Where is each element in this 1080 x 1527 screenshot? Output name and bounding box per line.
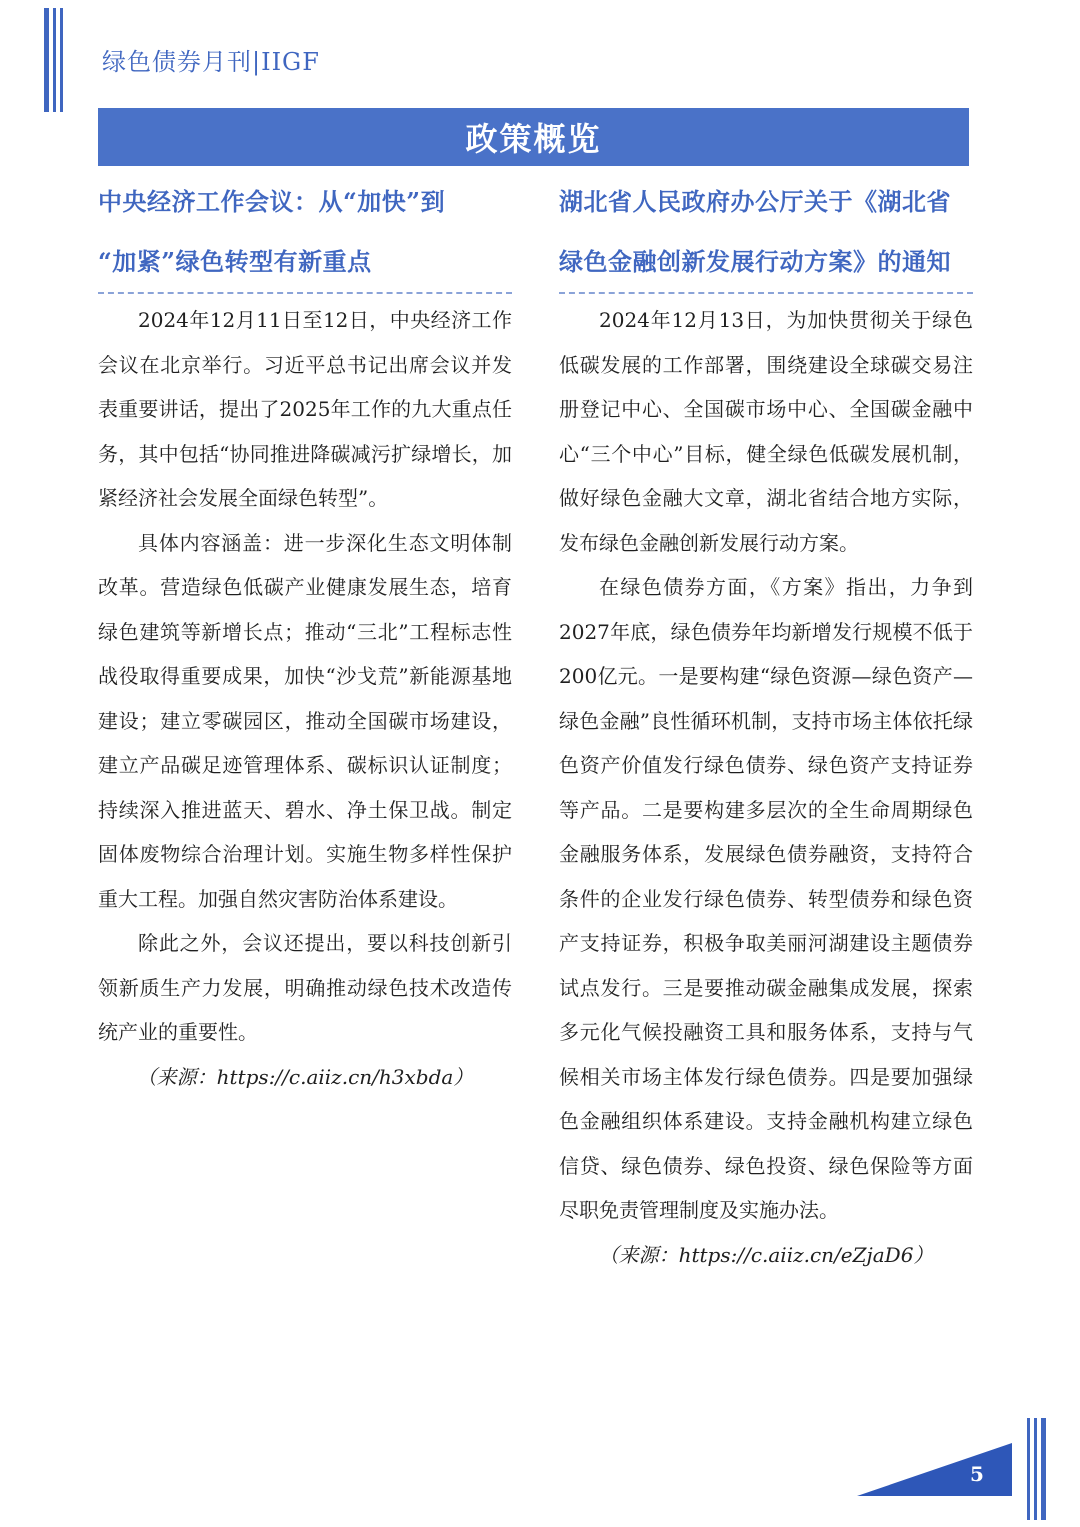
journal-title: 绿色债券月刊|IIGF [102,48,320,76]
article-right-source: （来源：https://c.aiiz.cn/eZjaD6） [598,1242,934,1267]
article-left-source: （来源：https://c.aiiz.cn/h3xbda） [136,1064,474,1089]
article-right-title-line: 绿色金融创新发展行动方案》的通知 [559,247,951,276]
article-right [559,172,973,1277]
article-left-divider [98,292,512,294]
article-left [98,172,512,1099]
article-left-title [98,172,512,292]
section-banner: 政策概览 [98,108,969,166]
page-number: 5 [970,1462,984,1486]
article-left-paragraph: 具体内容涵盖：进一步深化生态文明体制改革。营造绿色低碳产业健康发展生态，培育绿色建筑等新增长点；推动“三北”工程标志性战役取得重要成果，加快“沙戈荒”新能源基地建设；建立零碳园区，推动全国碳市场建设，建立产品碳足迹管理体系、碳标识认证制度；持续深入推进蓝天、碧水、净土保卫战。制定固体废物综合治理计划。实施生物多样性保护重大工程。加强自然灾害防治体系建设。 [98,530,512,911]
header-decor-bars [44,8,63,112]
article-left-paragraph: 2024年12月11日至12日，中央经济工作会议在北京举行。习近平总书记出席会议并发表重要讲话，提出了2025年工作的九大重点任务，其中包括“协同推进降碳减污扩绿增长，加紧经济社会发展全面绿色转型”。 [98,308,512,510]
article-left-paragraph: 除此之外，会议还提出，要以科技创新引领新质生产力发展，明确推动绿色技术改造传统产业的重要性。 [98,931,512,1044]
article-right-title [559,172,973,292]
article-right-divider [559,292,973,294]
article-right-paragraph: 2024年12月13日，为加快贯彻关于绿色低碳发展的工作部署，围绕建设全球碳交易注册登记中心、全国碳市场中心、全国碳金融中心“三个中心”目标，健全绿色低碳发展机制，做好绿色金融大文章，湖北省结合地方实际，发布绿色金融创新发展行动方案。 [559,308,973,555]
footer-decor-bars [1027,1418,1046,1520]
article-left-title-line: “加紧”绿色转型有新重点 [98,247,372,276]
article-right-title-line: 湖北省人民政府办公厅关于《湖北省 [559,187,951,216]
article-right-paragraph: 在绿色债券方面，《方案》指出，力争到2027年底，绿色债券年均新增发行规模不低于200亿元。一是要构建“绿色资源—绿色资产—绿色金融”良性循环机制，支持市场主体依托绿色资产价值发行绿色债券、绿色资产支持证券等产品。二是要构建多层次的全生命周期绿色金融服务体系，发展绿色债券融资，支持符合条件的企业发行绿色债券、转型债券和绿色资产支持证券，积极争取美丽河湖建设主题债券试点发行。三是要推动碳金融集成发展，探索多元化气候投融资工具和服务体系，支持与气候相关市场主体发行绿色债券。四是要加强绿色金融组织体系建设。支持金融机构建立绿色信贷、绿色债券、绿色投资、绿色保险等方面尽职免责管理制度及实施办法。 [559,575,973,1222]
article-left-title-line: 中央经济工作会议：从“加快”到 [98,187,446,216]
